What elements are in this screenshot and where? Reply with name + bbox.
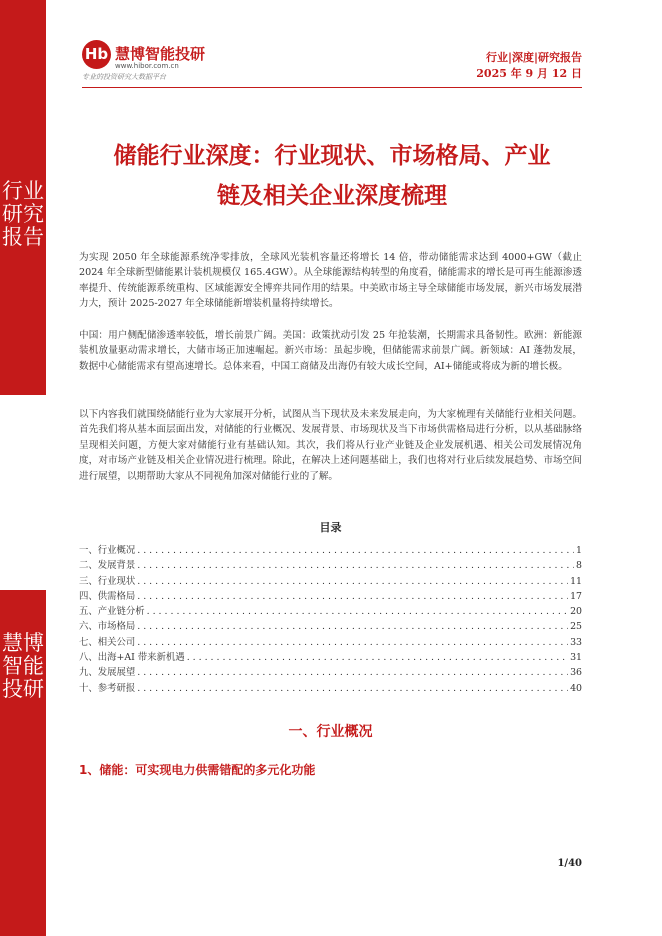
toc-item[interactable] — [79, 604, 582, 619]
toc-leader-dots — [137, 681, 568, 696]
logo-name: 慧博智能投研 — [115, 45, 206, 63]
toc-item-page: 11 — [570, 575, 582, 587]
toc-item-page: 1 — [576, 545, 582, 556]
table-of-contents — [79, 543, 582, 696]
toc-item[interactable] — [79, 681, 582, 696]
toc-item[interactable] — [79, 635, 582, 650]
toc-item-page: 17 — [570, 590, 582, 602]
toc-item-label: 三、行业现状 — [79, 575, 136, 587]
toc-item[interactable] — [79, 574, 582, 589]
toc-leader-dots — [137, 665, 568, 680]
toc-title: 目录 — [319, 521, 342, 534]
toc-leader-dots — [137, 543, 574, 558]
summary-paragraph-1: 为实现 2050 年全球能源系统净零排放，全球风光装机容量还将增长 14 倍，带动储能需求达到 4000+GW（截止 2024 年全球新型储能累计装机规模仅 165.4GW）。从全球能源结构转型的角度看，储能需求的增长是可再生能源渗透率提升、传统能源系统重构、区域能源安全博弈共同作用的结果。中美欧市场主导全球储能市场发展，新兴市场发展潜力大，预计 2025-2027 年全球储能新增装机量将持续增长。 — [79, 252, 582, 310]
toc-item-label: 一、行业概况 — [79, 545, 136, 556]
report-title-line-2: 链及相关企业深度梳理 — [217, 183, 447, 209]
toc-item-label: 九、发展展望 — [79, 667, 136, 679]
toc-item-page: 36 — [570, 667, 582, 679]
report-title-line-1: 储能行业深度：行业现状、市场格局、产业 — [113, 143, 551, 169]
toc-leader-dots — [137, 574, 568, 589]
report-date: 2025 年 9 月 12 日 — [476, 67, 582, 80]
sidebar-divider-band — [0, 395, 46, 590]
toc-item-label: 十、参考研报 — [79, 682, 136, 694]
toc-item[interactable] — [79, 558, 582, 573]
toc-leader-dots — [137, 619, 568, 634]
brand-logo[interactable] — [82, 40, 222, 82]
toc-item-label: 二、发展背景 — [79, 560, 136, 572]
toc-item-page: 31 — [570, 652, 582, 664]
toc-leader-dots — [137, 589, 568, 604]
toc-leader-dots — [137, 558, 574, 573]
toc-leader-dots — [187, 650, 568, 665]
sidebar — [0, 0, 46, 936]
report-meta — [476, 50, 582, 82]
toc-leader-dots — [147, 604, 568, 619]
toc-item[interactable] — [79, 650, 582, 665]
page-number: 1/40 — [557, 858, 582, 869]
toc-item-label: 八、出海+AI 带来新机遇 — [79, 652, 185, 664]
logo-slogan: 专业的投资研究大数据平台 — [82, 73, 166, 81]
sidebar-report-label: 行业研究报告 — [2, 179, 44, 249]
toc-item-page: 25 — [570, 621, 582, 633]
toc-item-page: 40 — [570, 682, 582, 694]
toc-item-page: 33 — [570, 636, 582, 648]
toc-item-label: 七、相关公司 — [79, 636, 136, 648]
sidebar-brand-label: 慧博智能投研 — [2, 631, 44, 701]
toc-item[interactable] — [79, 543, 582, 558]
toc-item-label: 四、供需格局 — [79, 590, 136, 602]
toc-item[interactable] — [79, 619, 582, 634]
summary-paragraph-3: 以下内容我们就围绕储能行业为大家展开分析，试图从当下现状及未来发展走向，为大家梳理有关储能行业相关问题。首先我们将从基本面层面出发，对储能的行业概况、发展背景、市场现状及当下市场供需格局进行分析，以从基础脉络呈现相关问题，方便大家对储能行业有基础认知。其次，我们将从行业产业链及企业发展机遇、相关公司发展情况角度，对市场产业链及相关企业情况进行梳理。除此，在解决上述问题基础上，我们也将对行业后续发展趋势、市场空间进行展望，以期帮助大家从不同视角加深对储能行业的了解。 — [79, 409, 582, 482]
toc-item[interactable] — [79, 589, 582, 604]
toc-item[interactable] — [79, 665, 582, 680]
report-type: 行业|深度|研究报告 — [485, 51, 582, 64]
toc-item-page: 20 — [570, 606, 582, 618]
toc-leader-dots — [137, 635, 568, 650]
section-heading: 一、行业概况 — [288, 724, 373, 740]
toc-item-page: 8 — [576, 560, 582, 572]
header-divider — [82, 87, 582, 88]
report-title — [78, 136, 586, 216]
toc-item-label: 五、产业链分析 — [79, 606, 145, 618]
logo-icon: Hb — [82, 40, 111, 69]
summary-paragraph-2: 中国：用户侧配储渗透率较低，增长前景广阔。美国：政策扰动引发 25 年抢装潮，长期需求具备韧性。欧洲：新能源装机放量驱动需求增长，大储市场正加速崛起。新兴市场：虽起步晚，但储能需求前景广阔。新领域：AI 蓬勃发展，数据中心储能需求有望高速增长。总体来看，中国工商储及出海仍有较大成长空间，AI+储能或将成为新的增长极。 — [79, 330, 582, 372]
logo-url: www.hibor.com.cn — [115, 62, 179, 70]
section-subheading: 1、储能：可实现电力供需错配的多元化功能 — [79, 763, 316, 777]
toc-item-label: 六、市场格局 — [79, 621, 136, 633]
